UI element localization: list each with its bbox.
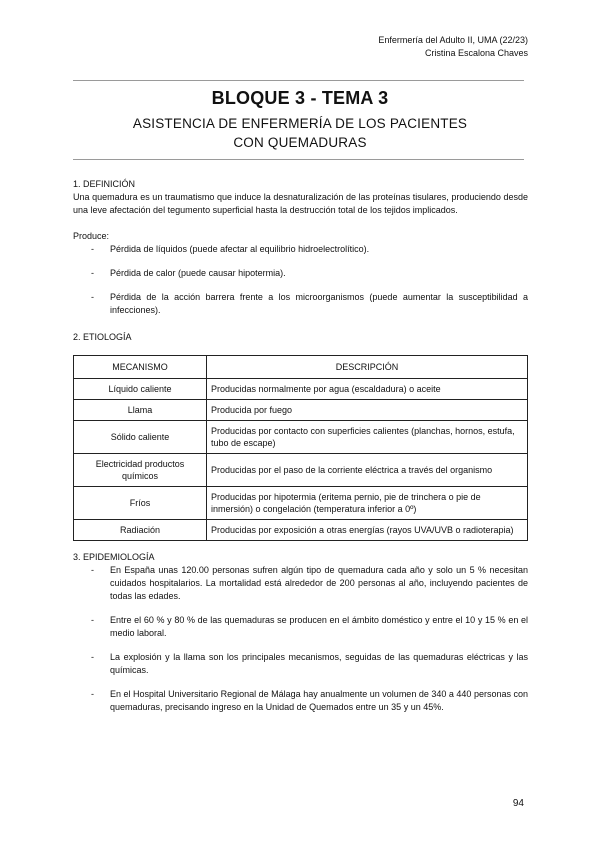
table-row [74, 520, 528, 541]
column-header-mecanismo: MECANISMO [74, 356, 207, 379]
mechanism-cell: Electricidad productos químicos [74, 454, 207, 487]
list-item: - En el Hospital Universitario Regional de Málaga hay anualmente un volumen de 340 a 440 personas con quemaduras, precisando ingreso en la Unidad de Quemados entre un 35 y un 45%. [73, 688, 528, 714]
mechanism-cell: Sólido caliente [74, 421, 207, 454]
table-row [74, 379, 528, 400]
page-subtitle [0, 114, 600, 152]
mechanism-cell: Fríos [74, 487, 207, 520]
description-cell: Producidas normalmente por agua (escaldadura) o aceite [207, 379, 528, 400]
mechanism-cell: Llama [74, 400, 207, 421]
section-heading-etiologia: 2. ETIOLOGÍA [73, 332, 132, 342]
description-cell: Producidas por exposición a otras energías (rayos UVA/UVB o radioterapia) [207, 520, 528, 541]
description-cell: Producida por fuego [207, 400, 528, 421]
document-body [73, 178, 528, 714]
author-name: Cristina Escalona Chaves [424, 48, 528, 58]
table-row [74, 421, 528, 454]
table-row [74, 400, 528, 421]
produce-label: Produce: [73, 231, 110, 241]
list-item: - La explosión y la llama son los principales mecanismos, seguidas de las quemaduras eléctricas y las químicas. [73, 651, 528, 677]
column-header-descripcion: DESCRIPCIÓN [207, 356, 528, 379]
page-number: 94 [512, 798, 524, 809]
table-row [74, 487, 528, 520]
section-heading-definicion: 1. DEFINICIÓN [73, 179, 136, 189]
description-cell: Producidas por el paso de la corriente eléctrica a través del organismo [207, 454, 528, 487]
section-heading-epidemiologia: 3. EPIDEMIOLOGÍA [73, 552, 155, 562]
subtitle-line-2: CON QUEMADURAS [233, 135, 367, 150]
list-item: - Pérdida de líquidos (puede afectar al equilibrio hidroelectrolítico). [73, 243, 528, 256]
course-info: Enfermería del Adulto II, UMA (22/23) [378, 35, 528, 45]
produce-list [73, 243, 528, 317]
mechanism-cell: Radiación [74, 520, 207, 541]
list-item: - En España unas 120.00 personas sufren algún tipo de quemadura cada año y solo un 5 % necesitan cuidados hospitalarios. La mortalidad está alrededor de 200 personas al año, incluyendo pacientes de todas las edades. [73, 564, 528, 603]
table-header-row [74, 356, 528, 379]
list-item: - Entre el 60 % y 80 % de las quemaduras se producen en el ámbito doméstico y entre el 10 y 15 % en el medio laboral. [73, 614, 528, 640]
subtitle-line-1: ASISTENCIA DE ENFERMERÍA DE LOS PACIENTES [132, 116, 468, 131]
mechanism-cell: Líquido caliente [74, 379, 207, 400]
epidemiology-list [73, 564, 528, 714]
top-divider [73, 80, 524, 81]
description-cell: Producidas por contacto con superficies calientes (planchas, hornos, estufa, tubo de escape) [207, 421, 528, 454]
document-header [378, 34, 528, 60]
title-divider [73, 159, 524, 160]
list-item: - Pérdida de la acción barrera frente a los microorganismos (puede aumentar la susceptibilidad a infecciones). [73, 291, 528, 317]
etiology-table [73, 355, 528, 541]
table-row [74, 454, 528, 487]
description-cell: Producidas por hipotermia (eritema pernio, pie de trinchera o pie de inmersión) o congelación (temperatura inferior a 0º) [207, 487, 528, 520]
page-title: BLOQUE 3 - TEMA 3 [211, 88, 389, 108]
definition-paragraph: Una quemadura es un traumatismo que induce la desnaturalización de las proteínas tisulares, produciendo desde una leve afectación del tegumento superficial hasta la destrucción total de los tejidos implicados. [73, 192, 528, 215]
list-item: - Pérdida de calor (puede causar hipotermia). [73, 267, 528, 280]
